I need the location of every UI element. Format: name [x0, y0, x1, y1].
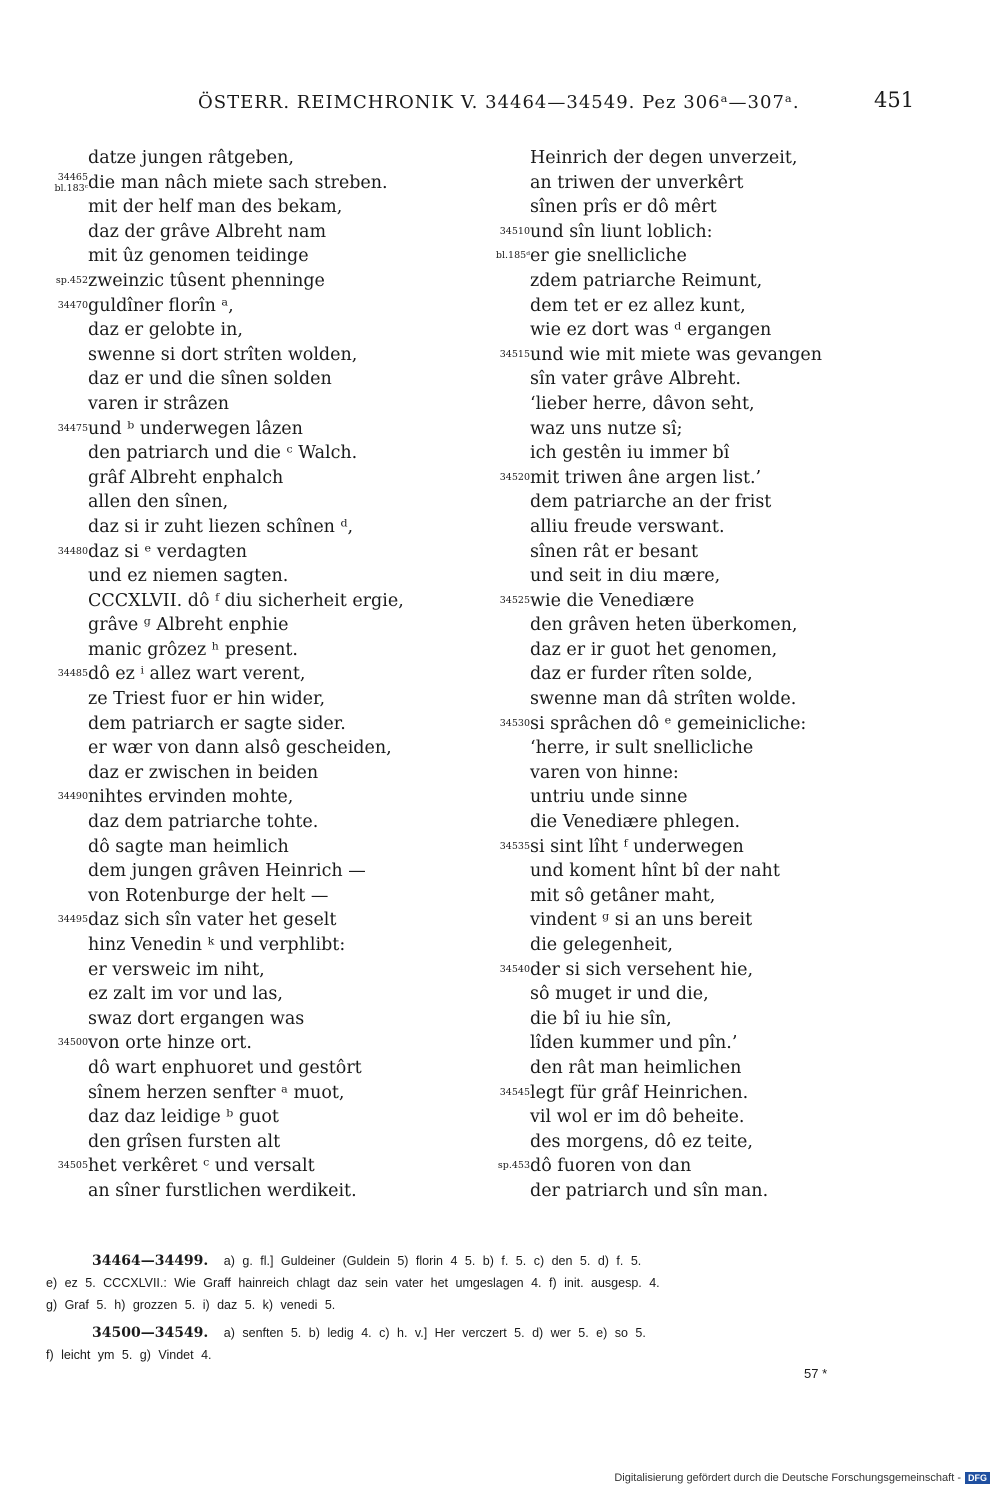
verse-line: [0, 171, 440, 196]
verse-line: [490, 859, 930, 884]
verse-line: [490, 884, 930, 909]
verse-text: daz er furder rîten solde,: [530, 664, 753, 685]
verse-line: [0, 220, 440, 245]
verse-text: daz si ᵉ verdagten: [88, 541, 248, 562]
verse-text: die bî iu hie sîn,: [530, 1008, 672, 1029]
verse-line: [0, 761, 440, 786]
verse-text: legt für grâf Heinrichen.: [530, 1082, 749, 1103]
verse-line: [490, 761, 930, 786]
verse-line: [490, 908, 930, 933]
verse-line: [0, 294, 440, 319]
verse-text: mit der helf man des bekam,: [88, 197, 343, 218]
line-number: 34495: [57, 914, 88, 926]
verse-text: nihtes ervinden mohte,: [88, 787, 294, 808]
verse-line: [490, 392, 930, 417]
line-number: 34475: [57, 422, 88, 434]
verse-text: si sint lîht ᶠ underwegen: [530, 836, 744, 857]
line-number: 34505: [57, 1160, 88, 1172]
verse-line: [0, 810, 440, 835]
verse-text: ich gestên iu immer bî: [530, 443, 730, 464]
verse-text: het verkêret ᶜ und versalt: [88, 1156, 315, 1177]
verse-line: [490, 294, 930, 319]
verse-text: dô ez ⁱ allez wart verent,: [88, 664, 306, 685]
footnote-block-1: [46, 1250, 916, 1316]
verse-text: dem jungen grâven Heinrich —: [88, 861, 366, 882]
verse-line: [0, 244, 440, 269]
verse-text: er gie snellicliche: [530, 246, 687, 267]
verse-text: mit ûz genomen teidinge: [88, 246, 309, 267]
verse-text: ‘herre, ir sult snellicliche: [530, 738, 754, 759]
verse-text: sînem herzen senfter ᵃ muot,: [88, 1082, 345, 1103]
header-title: ÖSTERR. REIMCHRONIK V. 34464—34549. Pez 306ᵃ—307ᵃ.: [198, 92, 800, 113]
verse-line: [0, 958, 440, 983]
line-number: bl.185ᵈ: [495, 250, 530, 262]
verse-line: [490, 1130, 930, 1155]
verse-line: [0, 613, 440, 638]
verse-line: [490, 441, 930, 466]
verse-line: [490, 1179, 930, 1204]
verse-line: [490, 1105, 930, 1130]
line-number: 34525: [499, 594, 530, 606]
verse-line: [490, 195, 930, 220]
line-number: 34535: [499, 840, 530, 852]
line-number: 34465 bl.183ᶜ: [54, 171, 88, 194]
verse-line: [0, 1081, 440, 1106]
verse-line: [0, 687, 440, 712]
verse-text: alliu freude verswant.: [530, 516, 725, 537]
verse-line: [490, 540, 930, 565]
dfg-logo: DFG: [965, 1472, 990, 1484]
verse-line: [490, 466, 930, 491]
verse-line: [0, 146, 440, 171]
verse-text: ‘lieber herre, dâvon seht,: [530, 393, 755, 414]
verse-text: daz er ir guot het genomen,: [530, 639, 778, 660]
verse-text: und ez niemen sagten.: [88, 566, 289, 587]
verse-line: [0, 908, 440, 933]
verse-line: [490, 318, 930, 343]
verse-line: [0, 392, 440, 417]
line-number: 34520: [499, 471, 530, 483]
verse-text: daz dem patriarche tohte.: [88, 812, 319, 833]
verse-text: den patriarch und die ᶜ Walch.: [88, 443, 358, 464]
verse-text: dô sagte man heimlich: [88, 836, 289, 857]
verse-line: [490, 1056, 930, 1081]
verse-text: varen ir strâzen: [88, 393, 230, 414]
line-number: sp.452: [55, 274, 88, 286]
verse-line: [490, 810, 930, 835]
digitization-footer: [614, 1472, 990, 1484]
verse-text: an sîner furstlichen werdikeit.: [88, 1180, 357, 1201]
verse-text: dem patriarch er sagte sider.: [88, 713, 346, 734]
verse-text: die Venediære phlegen.: [530, 812, 741, 833]
verse-text: si sprâchen dô ᵉ gemeinicliche:: [530, 713, 807, 734]
verse-line: [490, 687, 930, 712]
verse-text: hinz Venedin ᵏ und verphlibt:: [88, 935, 346, 955]
verse-text: daz der grâve Albreht nam: [88, 221, 327, 242]
verse-line: [490, 244, 930, 269]
verse-text: grâve ᵍ Albreht enphie: [88, 615, 289, 636]
verse-text: daz er zwischen in beiden: [88, 762, 319, 783]
verse-line: [0, 318, 440, 343]
verse-text: vindent ᵍ si an uns bereit: [530, 910, 753, 931]
verse-line: [490, 1031, 930, 1056]
verse-line: [490, 662, 930, 687]
verse-text: sîn vater grâve Albreht.: [530, 369, 741, 390]
verse-text: waz uns nutze sî;: [530, 418, 683, 439]
verse-line: [0, 441, 440, 466]
line-number: 34530: [499, 717, 530, 729]
verse-line: [490, 171, 930, 196]
verse-line: [0, 859, 440, 884]
verse-text: an triwen der unverkêrt: [530, 172, 744, 193]
verse-text: CCCXLVII. dô ᶠ diu sicherheit ergie,: [88, 590, 404, 611]
footer-text: Digitalisierung gefördert durch die Deutsche Forschungsgemeinschaft -: [614, 1472, 961, 1484]
verse-text: der patriarch und sîn man.: [530, 1180, 769, 1201]
line-number: 34540: [499, 963, 530, 975]
right-column: [490, 146, 930, 1204]
verse-text: guldîner florîn ᵃ,: [88, 295, 234, 316]
verse-text: datze jungen râtgeben,: [88, 148, 294, 168]
verse-text: vil wol er im dô beheite.: [530, 1107, 745, 1128]
verse-text: sînen rât er besant: [530, 541, 698, 562]
verse-text: dô wart enphuoret und gestôrt: [88, 1057, 362, 1078]
footnote-text: a) g. fl.] Guldeiner (Guldein 5) florin 4 5. b) f. 5. c) den 5. d) f. 5.: [223, 1254, 642, 1268]
page-number: 451: [874, 88, 915, 112]
verse-text: den rât man heimlichen: [530, 1057, 742, 1078]
verse-text: den grâven heten überkomen,: [530, 615, 798, 636]
verse-text: sînen prîs er dô mêrt: [530, 197, 717, 218]
verse-line: [0, 1007, 440, 1032]
line-number: 34480: [57, 545, 88, 557]
verse-text: von Rotenburge der helt —: [88, 885, 329, 906]
verse-text: swenne si dort strîten wolden,: [88, 344, 358, 365]
verse-line: [490, 712, 930, 737]
footnote-range: 34464—34499.: [92, 1253, 209, 1269]
verse-line: [0, 982, 440, 1007]
verse-text: ze Triest fuor er hin wider,: [88, 689, 326, 710]
verse-text: dô fuoren von dan: [530, 1156, 692, 1177]
verse-line: [490, 1007, 930, 1032]
verse-line: [0, 195, 440, 220]
verse-line: [0, 662, 440, 687]
verse-line: [490, 982, 930, 1007]
verse-text: des morgens, dô ez teite,: [530, 1131, 753, 1152]
verse-line: [0, 736, 440, 761]
verse-text: mit sô getâner maht,: [530, 885, 716, 906]
verse-line: [490, 490, 930, 515]
verse-text: swenne man dâ strîten wolde.: [530, 689, 797, 710]
verse-line: [0, 269, 440, 294]
footnote-row: [46, 1250, 916, 1272]
verse-text: dem patriarche an der frist: [530, 492, 772, 513]
footnote-text: a) senften 5. b) ledig 4. c) h. v.] Her verczert 5. d) wer 5. e) so 5.: [223, 1326, 646, 1340]
verse-line: [0, 540, 440, 565]
verse-line: [0, 835, 440, 860]
verse-text: und seit in diu mære,: [530, 566, 721, 587]
verse-text: von orte hinze ort.: [88, 1033, 252, 1054]
verse-line: [490, 589, 930, 614]
footnote-range: 34500—34549.: [92, 1325, 209, 1341]
verse-line: [0, 343, 440, 368]
verse-text: und sîn liunt loblich:: [530, 221, 713, 242]
verse-text: den grîsen fursten alt: [88, 1131, 281, 1152]
verse-line: [0, 490, 440, 515]
footnote-block-2: [46, 1322, 916, 1366]
verse-line: [0, 785, 440, 810]
verse-text: die man nâch miete sach streben.: [88, 172, 388, 193]
verse-line: [490, 515, 930, 540]
line-number: 34510: [499, 225, 530, 237]
verse-text: zdem patriarche Reimunt,: [530, 270, 763, 291]
verse-text: zweinzic tûsent phenninge: [88, 270, 325, 291]
verse-line: [0, 417, 440, 442]
line-number: sp.453: [497, 1160, 530, 1172]
verse-text: ez zalt im vor und las,: [88, 984, 283, 1005]
verse-line: [490, 958, 930, 983]
line-number: 34500: [57, 1037, 88, 1049]
verse-line: [0, 884, 440, 909]
verse-line: [0, 1179, 440, 1204]
running-header: [0, 88, 1000, 118]
verse-line: [490, 417, 930, 442]
verse-text: varen von hinne:: [530, 762, 679, 783]
verse-line: [490, 835, 930, 860]
line-number: 34490: [57, 791, 88, 803]
verse-line: [0, 515, 440, 540]
verse-line: [0, 1130, 440, 1155]
verse-text: wie die Venediære: [530, 590, 695, 611]
verse-text: Heinrich der degen unverzeit,: [530, 148, 798, 168]
verse-line: [0, 564, 440, 589]
footnote-row: g) Graf 5. h) grozzen 5. i) daz 5. k) venedi 5.: [46, 1298, 336, 1312]
verse-text: manic grôzez ʰ present.: [88, 639, 298, 660]
verse-line: [490, 736, 930, 761]
verse-text: daz er und die sînen solden: [88, 369, 332, 390]
verse-text: daz si ir zuht liezen schînen ᵈ,: [88, 516, 354, 537]
verse-text: grâf Albreht enphalch: [88, 467, 284, 488]
verse-text: er versweic im niht,: [88, 959, 265, 980]
verse-text: und ᵇ underwegen lâzen: [88, 418, 303, 439]
verse-line: [490, 638, 930, 663]
verse-text: lîden kummer und pîn.’: [530, 1033, 738, 1054]
verse-line: [0, 589, 440, 614]
verse-line: [0, 367, 440, 392]
footnote-row: f) leicht ym 5. g) Vindet 4.: [46, 1348, 212, 1362]
verse-text: er wær von dann alsô gescheiden,: [88, 738, 392, 759]
verse-line: [490, 933, 930, 958]
verse-text: wie ez dort was ᵈ ergangen: [530, 320, 772, 341]
footnote-row: e) ez 5. CCCXLVII.: Wie Graff hainreich chlagt daz sein vater het umgeslagen 4. f) init. ausgesp. 4.: [46, 1276, 660, 1290]
verse-line: [0, 638, 440, 663]
verse-text: untriu unde sinne: [530, 787, 688, 808]
verse-line: [0, 466, 440, 491]
verse-text: allen den sînen,: [88, 492, 229, 513]
verse-line: [0, 1056, 440, 1081]
verse-text: und wie mit miete was gevangen: [530, 344, 823, 365]
line-number: 34485: [57, 668, 88, 680]
signature-mark: 57 *: [804, 1366, 828, 1381]
verse-line: [490, 1081, 930, 1106]
footnote-row: [46, 1322, 916, 1344]
verse-text: dem tet er ez allez kunt,: [530, 295, 746, 316]
verse-line: [490, 343, 930, 368]
verse-line: [0, 712, 440, 737]
verse-line: [490, 367, 930, 392]
line-number: 34470: [57, 299, 88, 311]
verse-text: die gelegenheit,: [530, 935, 673, 955]
verse-text: sô muget ir und die,: [530, 984, 709, 1005]
verse-line: [490, 1154, 930, 1179]
verse-line: [0, 1154, 440, 1179]
verse-line: [490, 269, 930, 294]
line-number: 34545: [499, 1086, 530, 1098]
verse-text: und koment hînt bî der naht: [530, 861, 780, 882]
line-number: 34515: [499, 348, 530, 360]
verse-text: der si sich versehent hie,: [530, 959, 754, 980]
verse-line: [0, 933, 440, 958]
verse-line: [490, 564, 930, 589]
verse-text: mit triwen âne argen list.’: [530, 467, 762, 488]
verse-line: [0, 1105, 440, 1130]
left-column: [0, 146, 440, 1204]
verse-line: [490, 146, 930, 171]
verse-line: [490, 220, 930, 245]
verse-line: [490, 785, 930, 810]
verse-text: swaz dort ergangen was: [88, 1008, 305, 1029]
verse-text: daz daz leidige ᵇ guot: [88, 1107, 279, 1128]
footnotes: [46, 1250, 916, 1372]
verse-text: daz sich sîn vater het geselt: [88, 910, 337, 931]
verse-text: daz er gelobte in,: [88, 320, 243, 341]
verse-line: [490, 613, 930, 638]
verse-line: [0, 1031, 440, 1056]
